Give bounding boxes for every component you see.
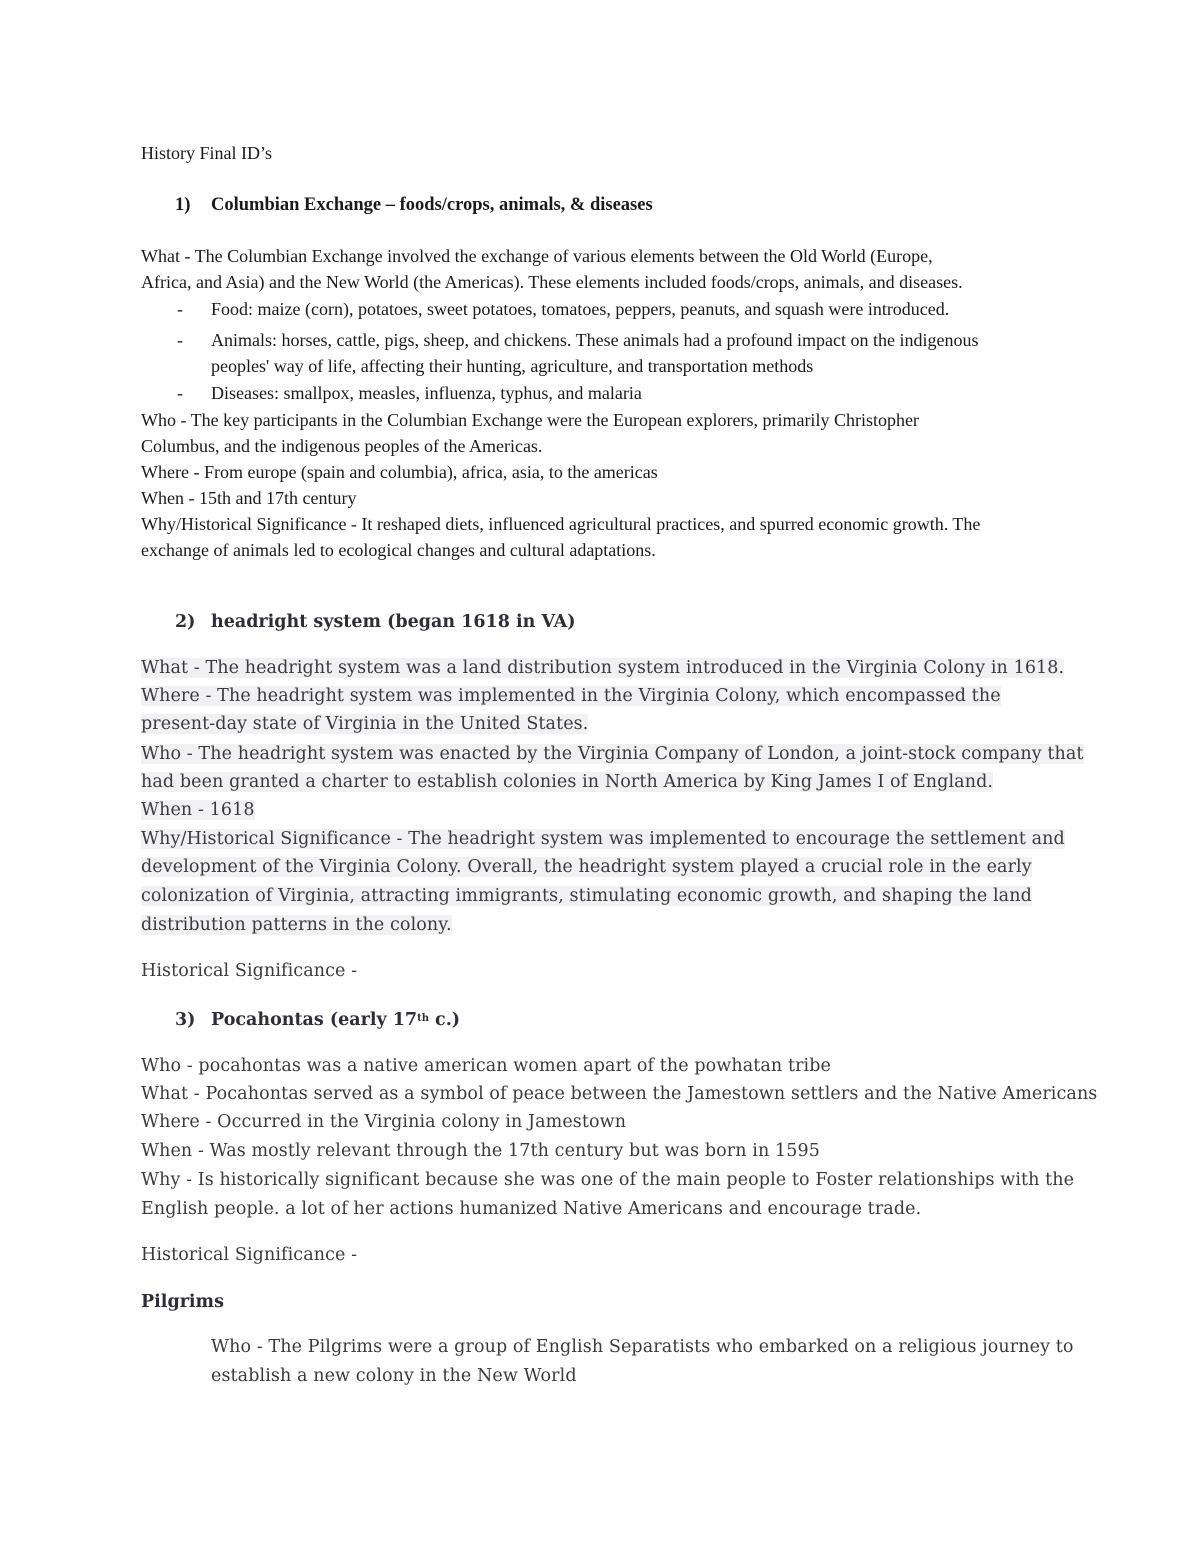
sec3-where: Where - Occurred in the Virginia colony in Jamestown bbox=[141, 1112, 627, 1132]
sec2-when bbox=[141, 800, 255, 820]
sec1-when: When - 15th and 17th century bbox=[141, 488, 357, 508]
section-1-heading: Columbian Exchange – foods/crops, animals, & diseases bbox=[211, 195, 653, 215]
sec3-why-line-1: Why - Is historically significant because she was one of the main people to Foster relationships with the bbox=[141, 1170, 1075, 1190]
sec2-why-text-3: colonization of Virginia, attracting immigrants, stimulating economic growth, and shaping the land bbox=[141, 886, 1032, 906]
sec3-historical-significance: Historical Significance - bbox=[141, 1245, 358, 1265]
sec2-why-text-1: Why/Historical Significance - The headright system was implemented to encourage the settlement and bbox=[141, 829, 1065, 849]
sec4-who-line-1: Who - The Pilgrims were a group of English Separatists who embarked on a religious journey to bbox=[211, 1337, 1074, 1357]
sec2-why-text-2: development of the Virginia Colony. Overall, the headright system played a crucial role in the early bbox=[141, 857, 1032, 877]
section-2-heading: headright system (began 1618 in VA) bbox=[211, 612, 576, 632]
sec2-where-line-2 bbox=[141, 714, 588, 734]
sec2-why-line-3 bbox=[141, 886, 1032, 906]
sec2-why-line-2 bbox=[141, 857, 1032, 877]
sec1-who-line-1: Who - The key participants in the Columbian Exchange were the European explorers, primarily Christopher bbox=[141, 410, 919, 430]
sec2-where-text-2: present-day state of Virginia in the United States. bbox=[141, 714, 589, 734]
sec1-what-line-2: Africa, and Asia) and the New World (the Americas). These elements included foods/crops, animals, and diseases. bbox=[141, 272, 963, 292]
sec2-who-line-2 bbox=[141, 772, 993, 792]
sec2-historical-significance: Historical Significance - bbox=[141, 961, 358, 981]
section-3-heading-text: Pocahontas (early 17 bbox=[211, 1010, 418, 1030]
section-3-heading bbox=[211, 1010, 460, 1030]
sec3-when: When - Was mostly relevant through the 17th century but was born in 1595 bbox=[141, 1141, 820, 1161]
sec1-diseases-item: Diseases: smallpox, measles, influenza, typhus, and malaria bbox=[211, 383, 642, 403]
sec2-what-text: What - The headright system was a land distribution system introduced in the Virginia Colony in 1618. bbox=[141, 658, 1065, 678]
sec2-when-text: When - 1618 bbox=[141, 800, 255, 820]
bullet-dash: - bbox=[177, 299, 183, 319]
sec3-what: What - Pocahontas served as a symbol of peace between the Jamestown settlers and the Native Americans bbox=[141, 1084, 1098, 1104]
sec2-why-line-4 bbox=[141, 915, 452, 935]
sec2-what bbox=[141, 658, 1064, 678]
section-3-heading-suffix: c.) bbox=[428, 1010, 461, 1030]
section-4-heading: Pilgrims bbox=[141, 1292, 224, 1312]
sec2-who-line-1 bbox=[141, 744, 1084, 764]
sec3-who: Who - pocahontas was a native american women apart of the powhatan tribe bbox=[141, 1056, 831, 1076]
sec1-why-line-1: Why/Historical Significance - It reshaped diets, influenced agricultural practices, and spurred economic growth. The bbox=[141, 514, 981, 534]
sec2-who-text-2: had been granted a charter to establish colonies in North America by King James I of England. bbox=[141, 772, 994, 792]
sec2-why-text-4: distribution patterns in the colony. bbox=[141, 915, 452, 935]
sec1-animals-item-line-2: peoples' way of life, affecting their hunting, agriculture, and transportation methods bbox=[211, 356, 814, 376]
sec1-where: Where - From europe (spain and columbia), africa, asia, to the americas bbox=[141, 462, 658, 482]
sec1-what-line-1: What - The Columbian Exchange involved the exchange of various elements between the Old World (Europe, bbox=[141, 246, 933, 266]
sec1-animals-item-line-1: Animals: horses, cattle, pigs, sheep, and chickens. These animals had a profound impact on the indigenous bbox=[211, 330, 979, 350]
sec2-where-text-1: Where - The headright system was implemented in the Virginia Colony, which encompassed the bbox=[141, 686, 1001, 706]
sec3-why-line-2: English people. a lot of her actions humanized Native Americans and encourage trade. bbox=[141, 1199, 922, 1219]
sec1-who-line-2: Columbus, and the indigenous peoples of the Americas. bbox=[141, 436, 543, 456]
sec2-why-line-1 bbox=[141, 829, 1065, 849]
section-2-number: 2) bbox=[175, 612, 196, 632]
section-3-number: 3) bbox=[175, 1010, 196, 1030]
sec1-why-line-2: exchange of animals led to ecological changes and cultural adaptations. bbox=[141, 540, 656, 560]
section-3-heading-superscript: th bbox=[417, 1013, 429, 1024]
document-title: History Final ID’s bbox=[141, 143, 273, 163]
section-1-number: 1) bbox=[175, 195, 191, 215]
sec4-who-line-2: establish a new colony in the New World bbox=[211, 1366, 577, 1386]
bullet-dash: - bbox=[177, 330, 183, 350]
sec2-where-line-1 bbox=[141, 686, 1001, 706]
sec1-food-item: Food: maize (corn), potatoes, sweet potatoes, tomatoes, peppers, peanuts, and squash were introduced. bbox=[211, 299, 950, 319]
bullet-dash: - bbox=[177, 383, 183, 403]
sec2-who-text-1: Who - The headright system was enacted by the Virginia Company of London, a joint-stock company that bbox=[141, 744, 1084, 764]
